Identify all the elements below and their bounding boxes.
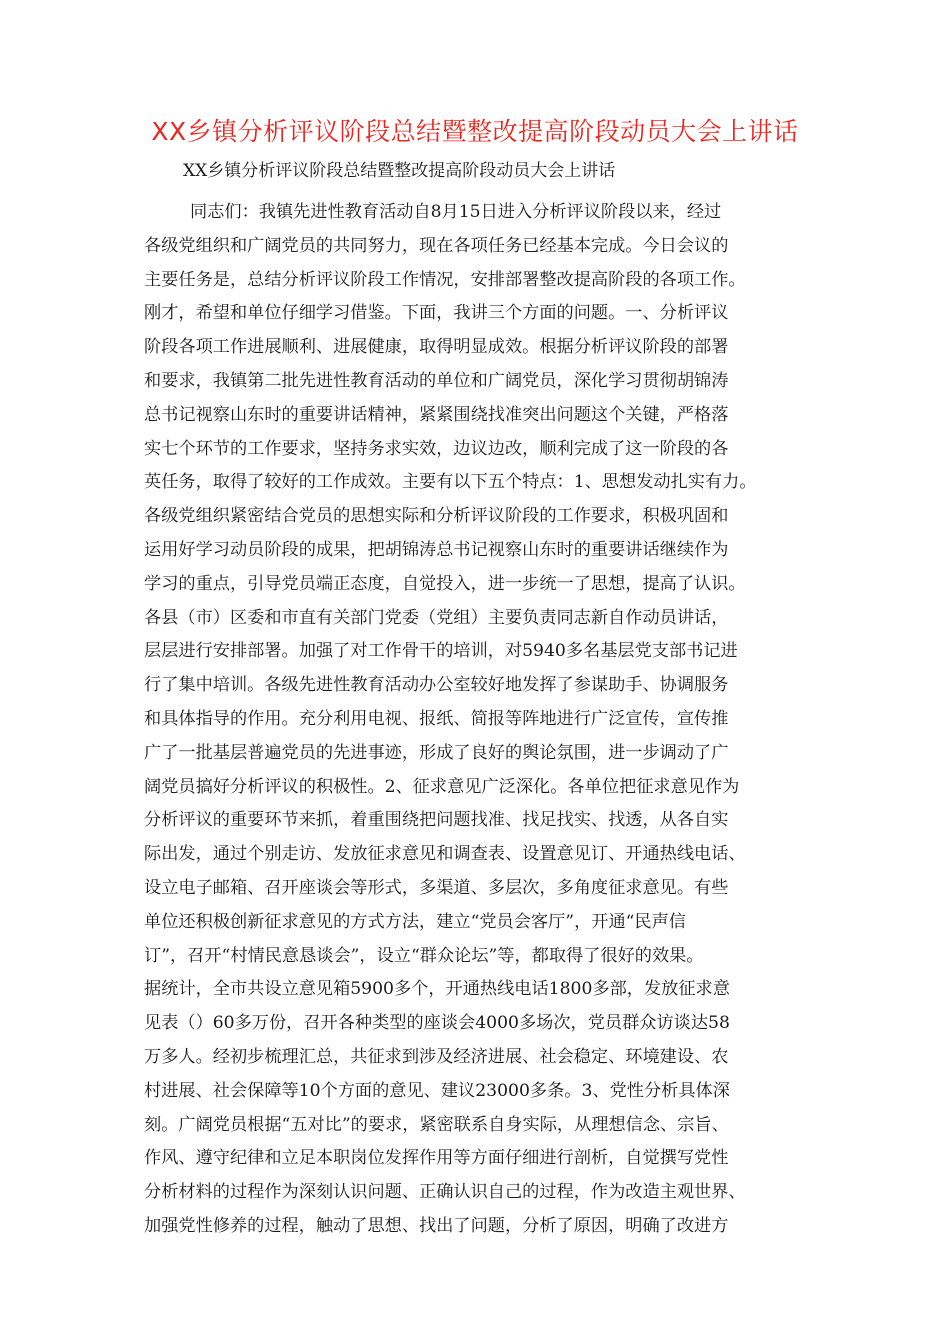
body-text-line: 分析评议的重要环节来抓，着重围绕把问题找准、找足找实、找透，从各自实 bbox=[144, 810, 729, 831]
body-text-line: 运用好学习动员阶段的成果，把胡锦涛总书记视察山东时的重要讲话继续作为 bbox=[144, 539, 729, 560]
body-text-line: 分析材料的过程作为深刻认识问题、正确认识自己的过程，作为改造主观世界、 bbox=[144, 1182, 746, 1203]
body-text-line: 设立电子邮箱、召开座谈会等形式，多渠道、多层次，多角度征求意见。有些 bbox=[144, 877, 729, 898]
body-text-line: 阶段各项工作进展顺利、进展健康，取得明显成效。根据分析评议阶段的部署 bbox=[144, 337, 729, 358]
body-text-line: 刚才，希望和单位仔细学习借鉴。下面，我讲三个方面的问题。一、分析评议 bbox=[144, 303, 729, 324]
body-text-line: 同志们：我镇先进性教育活动自8月15日进入分析评议阶段以来，经过 bbox=[190, 202, 722, 222]
body-text-line: 加强党性修养的过程，触动了思想、找出了问题，分析了原因，明确了改进方 bbox=[144, 1215, 729, 1236]
body-text-line: 际出发，通过个别走访、发放征求意见和调查表、设置意见订、开通热线电话、 bbox=[144, 844, 746, 865]
document-subtitle: XX乡镇分析评议阶段总结暨整改提高阶段动员大会上讲话 bbox=[183, 161, 616, 181]
body-text-line: 和要求，我镇第二批先进性教育活动的单位和广阔党员，深化学习贯彻胡锦涛 bbox=[144, 370, 729, 391]
body-text-line: 单位还积极创新征求意见的方式方法，建立“党员会客厅”，开通“民声信 bbox=[144, 911, 686, 932]
body-text-line: 刻。广阔党员根据“五对比”的要求，紧密联系自身实际，从理想信念、宗旨、 bbox=[144, 1114, 729, 1135]
body-text-line: 见表（）60多万份，召开各种类型的座谈会4000多场次，党员群众访谈达58 bbox=[144, 1013, 730, 1034]
body-text-line: 村进展、社会保障等10个方面的意见、建议23000多条。3、党性分析具体深 bbox=[144, 1080, 730, 1101]
body-text-line: 阔党员搞好分析评议的积极性。2、征求意见广泛深化。各单位把征求意见作为 bbox=[144, 776, 740, 797]
body-text-line: 作风、遵守纪律和立足本职岗位发挥作用等方面仔细进行剖析，自觉撰写党性 bbox=[144, 1148, 729, 1169]
body-text-line: 订”，召开“村情民意恳谈会”，设立“群众论坛”等，都取得了很好的效果。 bbox=[144, 945, 704, 966]
body-text-line: 各级党组织紧密结合党员的思想实际和分析评议阶段的工作要求，积极巩固和 bbox=[144, 506, 729, 527]
body-text-line: 行了集中培训。各级先进性教育活动办公室较好地发挥了参谋助手、协调服务 bbox=[144, 675, 729, 696]
body-text-line: 实七个环节的工作要求，坚持务求实效，边议边改，顺利完成了这一阶段的各 bbox=[144, 438, 729, 459]
body-text-line: 广了一批基层普遍党员的先进事迹，形成了良好的舆论氛围，进一步调动了广 bbox=[144, 742, 729, 763]
document-body bbox=[144, 196, 824, 1244]
body-text-line: 万多人。经初步梳理汇总，共征求到涉及经济进展、社会稳定、环境建设、农 bbox=[144, 1046, 729, 1067]
body-text-line: 主要任务是，总结分析评议阶段工作情况，安排部署整改提高阶段的各项工作。 bbox=[144, 269, 746, 290]
body-text-line: 各级党组织和广阔党员的共同努力，现在各项任务已经基本完成。今日会议的 bbox=[144, 235, 729, 256]
body-text-line: 英任务，取得了较好的工作成效。主要有以下五个特点：1、思想发动扎实有力。 bbox=[144, 472, 757, 493]
body-text-line: 层层进行安排部署。加强了对工作骨干的培训，对5940多名基层党支部书记进 bbox=[144, 641, 738, 662]
body-text-line: 各县（市）区委和市直有关部门党委（党组）主要负责同志新自作动员讲话， bbox=[144, 607, 729, 628]
document-title: XX乡镇分析评议阶段总结暨整改提高阶段动员大会上讲话 bbox=[151, 117, 799, 146]
body-text-line: 据统计，全市共设立意见箱5900多个，开通热线电话1800多部，发放征求意 bbox=[144, 979, 730, 1000]
body-text-line: 和具体指导的作用。充分利用电视、报纸、简报等阵地进行广泛宣传，宣传推 bbox=[144, 708, 729, 729]
body-text-line: 学习的重点，引导党员端正态度，自觉投入，进一步统一了思想，提高了认识。 bbox=[144, 573, 746, 594]
body-text-line: 总书记视察山东时的重要讲话精神，紧紧围绕找准突出问题这个关键，严格落 bbox=[144, 404, 729, 425]
